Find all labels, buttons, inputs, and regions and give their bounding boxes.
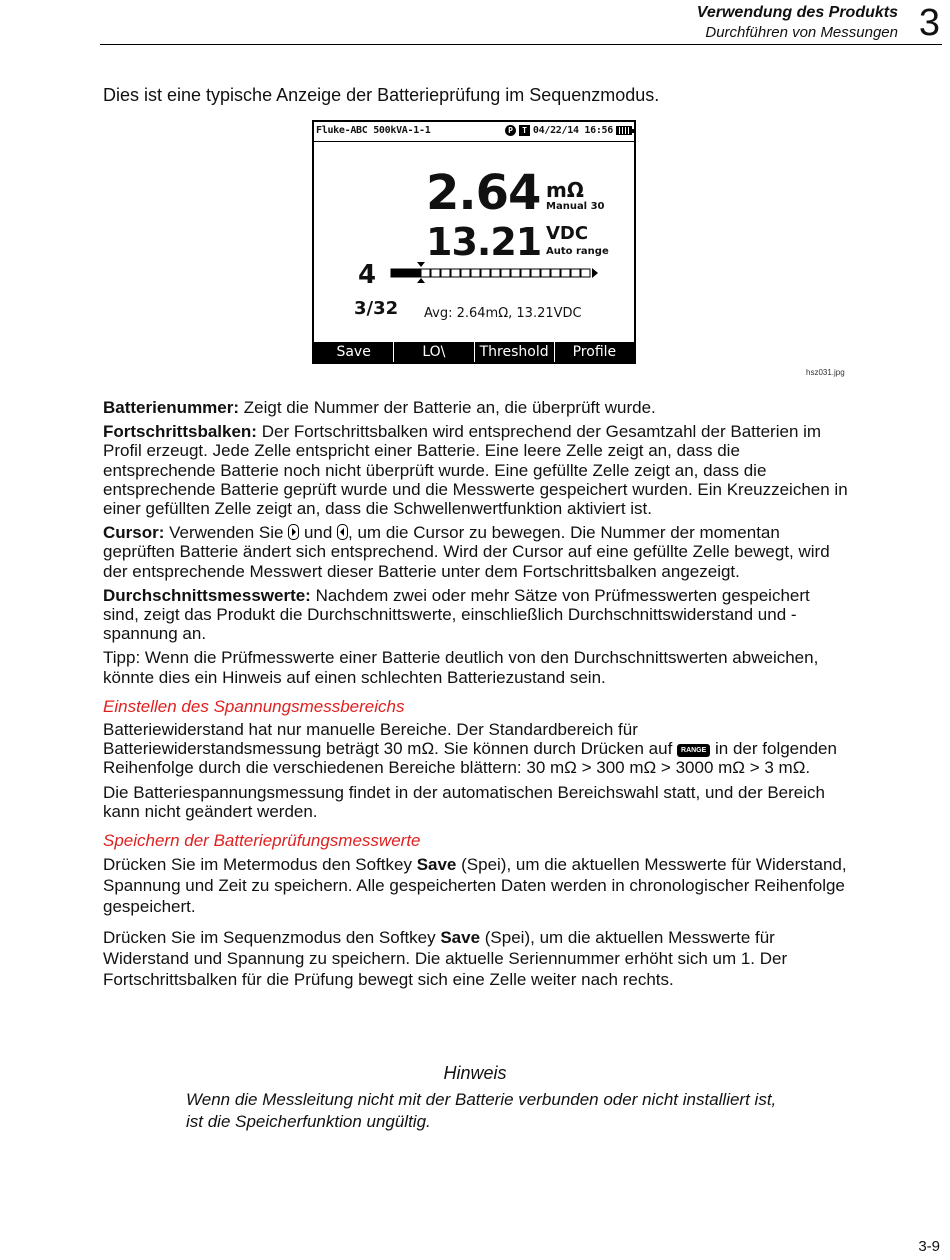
- desc-cursor-b: und: [299, 523, 338, 543]
- resistance-unit: mΩ: [546, 178, 584, 202]
- intro-text: Dies ist eine typische Anzeige der Batterieprüfung im Sequenzmodus.: [103, 85, 660, 105]
- progress-end-arrow-icon: [592, 268, 598, 278]
- term-battery-number: Batterienummer:: [103, 398, 240, 417]
- progress-cell-empty: [461, 269, 470, 277]
- header-divider: [100, 44, 942, 45]
- progress-cell-empty: [491, 269, 500, 277]
- page-number: 3-9: [918, 1238, 940, 1255]
- screen-status-bar: [316, 125, 632, 139]
- paragraph-tip: Tipp: Wenn die Prüfmesswerte einer Batterie deutlich von den Durchschnittswerten abweichen, könnte dies ein Hinweis auf einen schlechten Batteriezustand sein.: [103, 648, 819, 687]
- sequence-count: 3/32: [354, 298, 399, 319]
- progress-cell-filled: [401, 269, 410, 277]
- progress-cell-empty: [501, 269, 510, 277]
- softkey-threshold[interactable]: Threshold: [474, 342, 554, 362]
- progress-cell-empty: [451, 269, 460, 277]
- softkey-lo[interactable]: LO\: [393, 342, 473, 362]
- progress-cell-filled: [411, 269, 420, 277]
- right-arrow-key-icon: [288, 524, 299, 540]
- term-cursor: Cursor:: [103, 523, 165, 543]
- battery-icon: [616, 126, 632, 135]
- progress-cell-empty: [531, 269, 540, 277]
- left-arrow-key-icon: [337, 524, 348, 540]
- paragraph-sequence-save: [103, 927, 848, 990]
- screen-status-indicators: [505, 125, 632, 136]
- chapter-number: 3: [918, 2, 940, 44]
- progress-cell-empty: [511, 269, 520, 277]
- meter-save-key: Save: [416, 855, 457, 875]
- heading-voltage-range: Einstellen des Spannungsmessbereichs: [103, 696, 405, 716]
- voltage-value: 13.21: [426, 220, 542, 264]
- sequence-save-text-b: (Spei), um die aktuellen Messwerte für Widerstand und Spannung zu speichern. Die aktuelle Seriennummer erhöht sich um 1. Der Fortschrittsbalken für die Prüfung bewegt sich eine Zelle weiter nach rechts.: [103, 928, 788, 990]
- range-text-a: Batteriewiderstand hat nur manuelle Bereiche. Der Standardbereich für Batteriewiderstandsmessung beträgt 30 mΩ. Sie können durch Drücken auf: [103, 720, 678, 759]
- desc-battery-number: Zeigt die Nummer der Batterie an, die überprüft wurde.: [239, 398, 656, 417]
- paragraph-battery-number: [103, 398, 848, 417]
- paragraph-range: [103, 720, 848, 778]
- screen-model-name: Fluke-ABC 500kVA-1-1: [316, 125, 431, 136]
- cursor-bottom-marker-icon: [417, 278, 425, 283]
- meter-save-text-a: Drücken Sie im Metermodus den Softkey: [103, 855, 417, 875]
- meter-save-text-b: (Spei), um die aktuellen Messwerte für Widerstand, Spannung und Zeit zu speichern. Alle gespeicherten Daten werden in chronologischer Reihenfolge gespeichert.: [103, 855, 847, 917]
- header-subtitle: Durchführen von Messungen: [705, 24, 898, 41]
- note-title: Hinweis: [443, 1063, 507, 1083]
- resistance-range: Manual 30: [546, 201, 605, 212]
- progress-cell-empty: [421, 269, 430, 277]
- range-key-icon: RANGE: [677, 744, 710, 757]
- paragraph-progress-bar: [103, 422, 848, 518]
- paragraph-cursor: [103, 523, 848, 581]
- progress-cell-empty: [521, 269, 530, 277]
- progress-cell-empty: [581, 269, 590, 277]
- range-text-b: in der folgenden Reihenfolge durch die verschiedenen Bereiche blättern: 30 mΩ > 300 mΩ > 3000 mΩ > 3 mΩ.: [103, 739, 837, 778]
- heading-save-readings: Speichern der Batterieprüfungsmesswerte: [103, 831, 421, 851]
- progress-cell-empty: [551, 269, 560, 277]
- sequence-save-key: Save: [440, 928, 481, 948]
- term-progress-bar: Fortschrittsbalken:: [103, 422, 257, 442]
- t-indicator-icon: T: [519, 125, 530, 136]
- p-indicator-icon: P: [505, 125, 516, 136]
- progress-cell-empty: [541, 269, 550, 277]
- desc-cursor-a: Verwenden Sie: [164, 523, 289, 543]
- progress-cell-empty: [431, 269, 440, 277]
- note-text: Wenn die Messleitung nicht mit der Batterie verbunden oder nicht installiert ist, ist die Speicherfunktion ungültig.: [186, 1090, 777, 1131]
- voltage-range: Auto range: [546, 246, 609, 257]
- softkey-save[interactable]: Save: [336, 344, 371, 360]
- sequence-save-text-a: Drücken Sie im Sequenzmodus den Softkey: [103, 928, 441, 948]
- progress-cell-empty: [481, 269, 490, 277]
- paragraph-averages: [103, 586, 848, 644]
- desc-averages: Nachdem zwei oder mehr Sätze von Prüfmesswerten gespeichert sind, zeigt das Produkt die Durchschnittswerte, einschließlich Durchschnittswiderstand und -spannung an.: [103, 585, 810, 644]
- header-title: Verwendung des Produkts: [696, 4, 898, 21]
- resistance-value: 2.64: [426, 165, 541, 221]
- progress-cell-empty: [471, 269, 480, 277]
- progress-cell-empty: [441, 269, 450, 277]
- term-averages: Durchschnittsmesswerte:: [103, 585, 311, 605]
- softkey-bar: [314, 342, 634, 362]
- paragraph-voltage-auto: Die Batteriespannungsmessung findet in der automatischen Bereichswahl statt, und der Bereich kann nicht geändert werden.: [103, 782, 825, 821]
- desc-progress-bar: Der Fortschrittsbalken wird entsprechend der Gesamtzahl der Batterien im Profil erzeugt. Jede Zelle entspricht einer Batterie. Eine leere Zelle zeigt an, dass die entsprechende Batterie noch nicht überprüft wurde. Eine gefüllte Zelle zeigt an, dass die entsprechende Batterie geprüft wurde und die Messwerte gespeichert wurden. Ein Kreuzzeichen in einer gefüllten Zelle zeigt an, dass die Schwellenwertfunktion aktiviert ist.: [103, 422, 848, 519]
- voltage-unit: VDC: [546, 223, 589, 244]
- meter-screen-figure: [312, 120, 636, 364]
- cursor-top-marker-icon: [417, 262, 425, 267]
- desc-cursor-c: , um die Cursor zu bewegen. Die Nummer der momentan geprüften Batterie ändert sich entsprechend. Wird der Cursor auf eine gefüllte Zelle bewegt, wird der entsprechende Messwert dieser Batterie unter dem Fortschrittsbalken angezeigt.: [103, 523, 830, 581]
- average-readout: Avg: 2.64mΩ, 13.21VDC: [424, 306, 582, 321]
- screen-datetime: 04/22/14 16:56: [532, 125, 613, 136]
- softkey-profile[interactable]: Profile: [554, 342, 634, 362]
- battery-number: 4: [358, 260, 377, 290]
- progress-bar: [390, 268, 616, 278]
- progress-cell-filled: [391, 269, 400, 277]
- progress-cell-empty: [571, 269, 580, 277]
- progress-cell-empty: [561, 269, 570, 277]
- screen-status-divider: [314, 141, 634, 142]
- image-reference: hsz031.jpg: [806, 368, 845, 377]
- paragraph-meter-save: [103, 854, 848, 917]
- body-text: [103, 398, 848, 1000]
